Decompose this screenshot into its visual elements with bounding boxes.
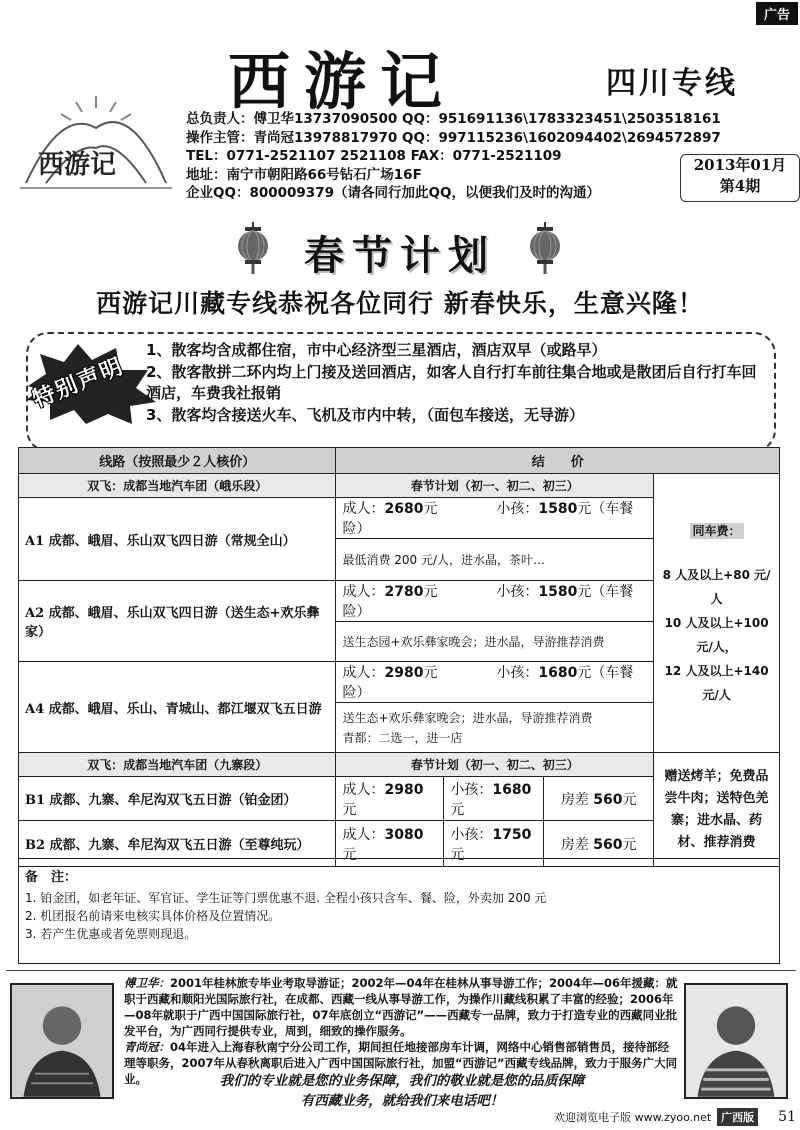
photo-qing: [684, 983, 788, 1099]
header-route: 线路（按照最少２人核价）: [19, 448, 336, 474]
brand-title: 西游记: [228, 45, 457, 118]
fee-item: 12 人及以上+140 元/人: [664, 664, 769, 702]
group-title: 双飞：成都当地汽车团（峨乐段）: [19, 474, 336, 498]
adult-label: 成人：: [342, 781, 385, 798]
company-logo: [16, 88, 176, 208]
route-name: A2 成都、峨眉、乐山双飞四日游（送生态+欢乐彝家）: [19, 581, 336, 662]
bio-name: 傅卫华：: [124, 976, 170, 990]
adult-price: 2980: [384, 781, 424, 798]
banner-title: 春节计划: [304, 233, 496, 279]
edition-badge: 广西版: [717, 1108, 758, 1126]
room-label: 房差: [560, 791, 589, 808]
lantern-icon: [528, 222, 562, 274]
fee-cell: [654, 474, 780, 753]
logo-text: 西游记: [38, 150, 117, 180]
notice-item: 3、散客均含接送火车、飞机及市内中转，（面包车接送，无导游）: [146, 405, 584, 424]
adult-price: 2780: [384, 584, 424, 600]
footer-bar: [506, 1106, 796, 1128]
bio-paragraph: [124, 975, 680, 1039]
photo-fu: [10, 983, 114, 1099]
header-price: 结 价: [336, 448, 780, 474]
price-cell: [336, 498, 654, 539]
room-price: 560: [593, 791, 623, 808]
child-unit: 元: [450, 846, 465, 863]
route-name: A1 成都、峨眉、乐山双飞四日游（常规全山）: [19, 498, 336, 581]
adult-price: 3080: [384, 826, 424, 843]
child-label: 小孩：: [450, 781, 493, 798]
page-number: 51: [778, 1109, 796, 1125]
gift-cell: 赠送烤羊；免费品尝牛肉；送特色羌寨；进水晶、药材、推荐消费: [654, 753, 780, 867]
fee-item: 8 人及以上+80 元/人: [662, 568, 771, 606]
issue-date: 2013年01月: [693, 156, 787, 174]
person-icon: [12, 985, 112, 1097]
remark-item: 2. 机团报名前请来电核实具体价格及位置情况。: [25, 909, 281, 923]
person-icon: [686, 985, 786, 1097]
bio-body: 2001年桂林旅专毕业考取导游证；2002年—04年在桂林从事导游工作；2004年—06年援藏：就职于西藏和顺阳光国际旅行社，在成都、西藏一线从事导游工作，为操作川藏线积累了丰富的经验；2006年—08年就职于广西中国国际旅行社，07年底创立“西游记”——西藏专一品牌，致力于打造专业的西藏同业批发平台，为广西同行提供专业，周到，细致的操作服务。: [124, 976, 678, 1038]
room-price: 560: [593, 836, 623, 853]
adult-unit: 元: [423, 501, 438, 517]
spring-banner: [0, 222, 800, 282]
remarks: [18, 858, 780, 964]
price-cell: [336, 581, 654, 622]
child-price: 1750: [492, 826, 532, 843]
route-note: 送生态园+欢乐彝家晚会；进水晶，导游推荐消费: [336, 622, 654, 662]
remark-item: 3. 若产生优惠或者免票则现退。: [25, 927, 197, 941]
notice-item: 1、散客均含成都住宿，市中心经济型三星酒店，酒店双早（或路早）: [146, 341, 607, 359]
contact-line: 企业QQ：800009379（请各同行加此QQ，以便我们及时的沟通）: [186, 185, 600, 201]
lantern-icon: [236, 222, 270, 274]
contact-info: [186, 110, 721, 203]
bio-name: 青尚冠：: [124, 1040, 170, 1054]
room-unit: 元: [622, 836, 637, 853]
contact-line: TEL：0771-2521107 2521108 FAX：0771-2521109: [186, 148, 562, 164]
child-label: 小孩：: [450, 826, 493, 843]
group-row: [19, 753, 780, 777]
adult-price-cell: [336, 777, 444, 821]
child-price-cell: [444, 777, 544, 821]
route-note: [336, 703, 654, 753]
child-price: 1680: [492, 781, 532, 798]
slogan-line: 我们的专业就是您的业务保障，我们的敬业就是您的品质保障: [219, 1073, 585, 1089]
brand-subtitle: 四川专线: [606, 66, 738, 101]
group-title: 双飞：成都当地汽车团（九寨段）: [19, 753, 336, 777]
issue-box: [680, 154, 800, 202]
notice-item: 2、散客散拼二环内均上门接及送回酒店，如客人自行打车前往集合地或是散团后自行打车回酒店，车费我社报销: [146, 362, 757, 402]
route-name: B1 成都、九寨、牟尼沟双飞五日游（铂金团）: [19, 777, 336, 821]
group-plan: 春节计划（初一、初二、初三）: [336, 753, 654, 777]
child-unit: 元: [450, 801, 465, 818]
adult-label: 成人：: [342, 584, 385, 600]
contact-line: 操作主管：青尚冠13978817970 QQ：997115236\1602094402\2694572897: [186, 129, 721, 146]
notice-badge: [20, 340, 160, 426]
special-notice: [26, 332, 776, 452]
group-row: [19, 474, 780, 498]
issue-number: 第4期: [719, 177, 761, 195]
group-plan: 春节计划（初一、初二、初三）: [336, 474, 654, 498]
price-cell: [336, 662, 654, 703]
room-unit: 元: [622, 791, 637, 808]
adult-label: 成人：: [342, 501, 385, 517]
room-price-cell: [544, 777, 654, 821]
adult-price: 2980: [384, 665, 424, 681]
table-header-row: [19, 448, 780, 474]
contact-line: 总负责人：傅卫华13737090500 QQ：951691136\1783323451\2503518161: [186, 111, 721, 127]
adult-label: 成人：: [342, 665, 385, 681]
route-name: A4 成都、峨眉、乐山、青城山、都江堰双飞五日游: [19, 662, 336, 753]
staff-bio: [6, 970, 796, 1130]
header: [10, 22, 790, 212]
remark-item: 1. 铂金团，如老年证、军官证、学生证等门票优惠不退. 全程小孩只含车、餐、险，外卖加 200 元: [25, 891, 547, 905]
slogan: [124, 1071, 680, 1111]
remarks-title: 备 注：: [25, 870, 78, 885]
child-price: 1580: [538, 584, 578, 600]
child-unit: 元（车餐险）: [342, 665, 634, 701]
ad-tag: 广告: [756, 2, 798, 25]
route-note-line: 送生态+欢乐彝家晚会；进水晶，导游推荐消费: [342, 710, 593, 725]
notice-badge-label: 特别声明: [29, 353, 128, 413]
adult-unit: 元: [423, 665, 438, 681]
greeting: 西游记川藏专线恭祝各位同行 新春快乐，生意兴隆！: [96, 289, 704, 318]
child-label: 小孩：: [496, 665, 539, 681]
route-name: B2 成都、九寨、牟尼沟双飞五日游（至尊纯玩）: [19, 821, 336, 867]
child-unit: 元（车餐险）: [342, 501, 634, 537]
price-table: [18, 447, 780, 867]
child-price: 1580: [538, 501, 578, 517]
fee-item: 10 人及以上+100 元/人，: [664, 616, 769, 654]
child-unit: 元（车餐险）: [342, 584, 634, 620]
footer-web: 欢迎浏览电子版 www.zyoo.net: [554, 1111, 712, 1124]
adult-unit: 元: [342, 846, 357, 863]
route-note-line: 青都：二选一，进一店: [342, 730, 463, 745]
fee-label: 同车费：: [690, 523, 744, 539]
notice-list: [146, 340, 766, 426]
room-label: 房差: [560, 836, 589, 853]
adult-price: 2680: [384, 501, 424, 517]
adult-label: 成人：: [342, 826, 385, 843]
child-label: 小孩：: [496, 501, 539, 517]
child-price: 1680: [538, 665, 578, 681]
route-note: 最低消费 200 元/人，进水晶，茶叶…: [336, 539, 654, 581]
adult-unit: 元: [342, 801, 357, 818]
bio-body: 04年进入上海春秋南宁分公司工作，期间担任地接部房车计调，网络中心销售部销售员，接待部经理等职务，2007年从春秋离职后进入广西中国国际旅行社，加盟“西游记”西藏专线品牌，致力于服务广大同业。: [124, 1040, 678, 1086]
contact-line: 地址：南宁市朝阳路66号钻石广场16F: [186, 166, 422, 183]
slogan-line: 有西藏业务，就给我们来电话吧！: [300, 1093, 504, 1109]
adult-unit: 元: [423, 584, 438, 600]
child-label: 小孩：: [496, 584, 539, 600]
